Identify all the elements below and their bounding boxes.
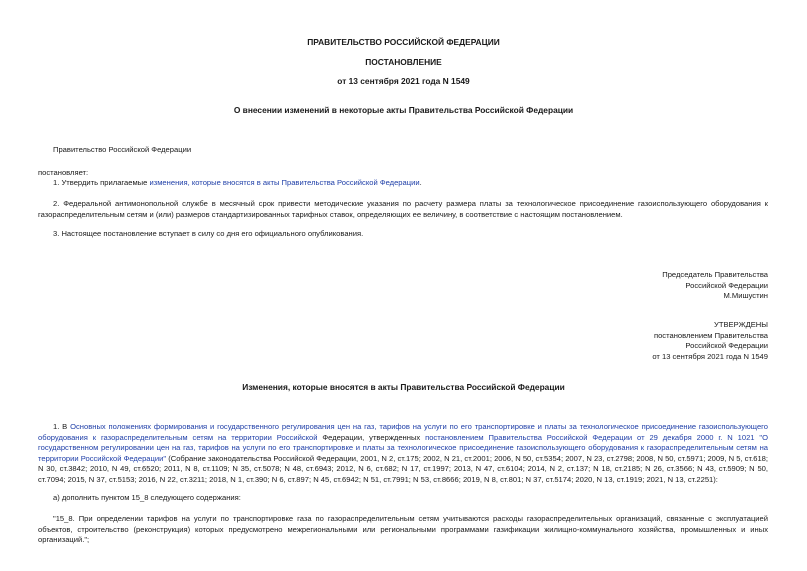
change-1-mid: Федерации, утвержденных bbox=[317, 432, 426, 442]
change-1-prefix: 1. В bbox=[53, 422, 71, 431]
document-type: ПОСТАНОВЛЕНИЕ bbox=[365, 57, 442, 67]
item-1 bbox=[53, 178, 422, 189]
document-date: от 13 сентября 2021 года N 1549 bbox=[337, 76, 470, 86]
signature-position: Председатель Правительства bbox=[662, 270, 768, 279]
quoted-point-15-8: "15_8. При определении тарифов на услуги по транспортировке газа по газораспределительным сетям учитываются расходы газораспределительных организаций, связанные с эксплуатацией объектов, строительство (реконструкция) которых предусмотрено межрегиональными или региональными программами газификации жилищно-коммунального хозяйства, промышленных и иных организаций."; bbox=[38, 514, 768, 545]
item-3: 3. Настоящее постановление вступает в силу со дня его официального опубликования. bbox=[53, 229, 364, 238]
approval-country: Российской Федерации bbox=[685, 341, 768, 351]
change-1-sources: (Собрание законодательства Российской Федерации, 2001, N 2, ст.175; 2002, N 21, ст.2001; 2006, N 50, ст.5354; 2007, N 23, ст.2798; 2008, N 50, ст.5971; 2009, N 5, ст.618; N 30, ст.3842; 2010, N 49, ст.6520; 2011, N 8, ст.1109; N 35, ст.5078; N 48, ст.6943; 2012, N 6, ст.682; N 17, ст.1997; 2013, N 47, ст.6104; 2014, N 2, ст.137; N 18, ст.2185; N 26, ст.3566; N 43, ст.5909; N 50, ст.7094; 2015, N 37, ст.5153; 2016, N 22, ст.3211; 2018, N 1, ст.390; N 6, ст.897; N 45, ст.6942; N 51, ст.7991; N 53, ст.8666; 2019, N 8, ст.801; N 37, ст.5174; 2020, N 13, ст.1919; 2021, N 13, ст.2251): bbox=[38, 453, 768, 484]
item-1-suffix: . bbox=[419, 178, 422, 187]
issuer: Правительство Российской Федерации bbox=[53, 145, 192, 154]
decides-label: постановляет: bbox=[38, 168, 89, 177]
changes-link[interactable]: изменения, которые вносятся в акты Правительства Российской Федерации bbox=[149, 178, 420, 187]
approval-heading: УТВЕРЖДЕНЫ bbox=[714, 320, 768, 329]
approval-resolution: постановлением Правительства bbox=[653, 330, 768, 340]
basic-provisions-link[interactable]: Основных положениях формирования и государственного регулирования цен на газ, тарифов на услуги по его транспортировке и платы за технологическое присоединение газоиспользующего оборудования к газораспределительным сетям на территории Российской bbox=[38, 422, 768, 442]
signature-country: Российской Федерации bbox=[685, 280, 768, 290]
item-2: 2. Федеральной антимонопольной службе в месячный срок привести методические указания по расчету размера платы за технологическое присоединение газоиспользующего оборудования к газораспределительным сетям и (или) размеров стандартизированных тарифных ставок, определяющих ее величину, в соответствие с настоящим постановлением. bbox=[38, 199, 768, 219]
subitem-a: а) дополнить пунктом 15_8 следующего содержания: bbox=[53, 493, 241, 502]
signature-block bbox=[662, 270, 768, 302]
approval-block bbox=[652, 320, 768, 362]
signature-name: М.Мишустин bbox=[723, 291, 768, 301]
approval-date: от 13 сентября 2021 года N 1549 bbox=[652, 351, 768, 361]
change-1 bbox=[38, 422, 768, 486]
document-subject: О внесении изменений в некоторые акты Правительства Российской Федерации bbox=[233, 105, 574, 115]
resolution-1021-link[interactable]: постановлением Правительства Российской Федерации от 29 декабря 2000 г. N 1021 "О государственном регулировании цен на газ, тарифов на услуги по его транспортировке и платы за технологическое присоединение газоиспользующего оборудования к газораспределительным сетям на территории Российской Федерации" bbox=[38, 432, 768, 463]
government-title: ПРАВИТЕЛЬСТВО РОССИЙСКОЙ ФЕДЕРАЦИИ bbox=[307, 37, 500, 47]
changes-title: Изменения, которые вносятся в акты Правительства Российской Федерации bbox=[242, 382, 565, 392]
item-1-prefix: 1. Утвердить прилагаемые bbox=[53, 178, 150, 187]
